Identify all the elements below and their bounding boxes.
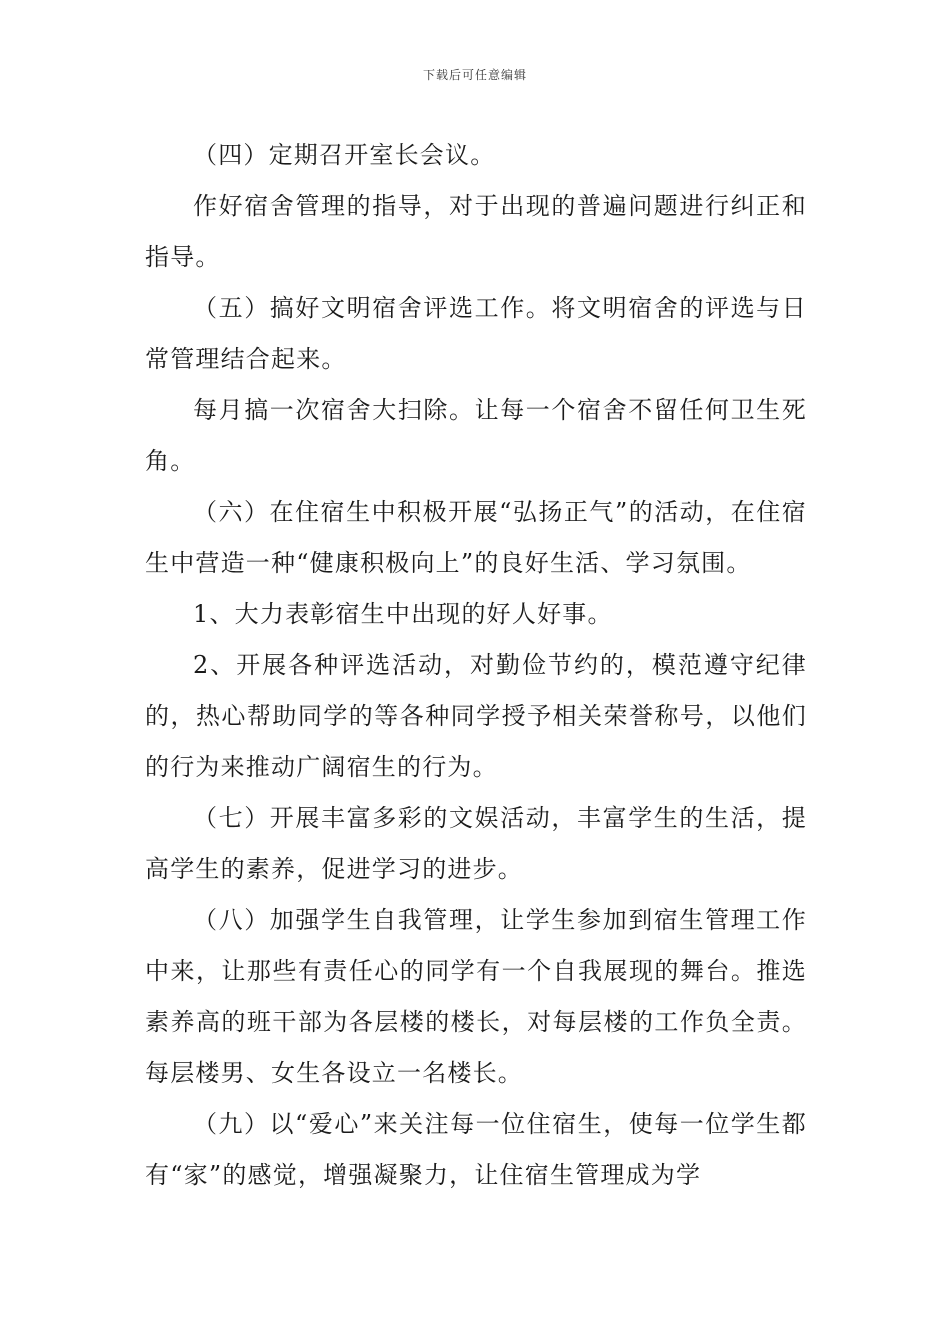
paragraph: 作好宿舍管理的指导，对于出现的普遍问题进行纠正和指导。 <box>145 192 807 271</box>
paragraph: （九）以“爱心”来关注每一位住宿生，使每一位学生都有“家”的感觉，增强凝聚力，让住宿生管理成为学 <box>145 1110 807 1189</box>
paragraph: （五）搞好文明宿舍评选工作。将文明宿舍的评选与日常管理结合起来。 <box>145 294 807 373</box>
paragraph: （四）定期召开室长会议。 <box>193 141 496 169</box>
paragraph: （八）加强学生自我管理，让学生参加到宿生管理工作中来，让那些有责任心的同学有一个自我展现的舞台。推选素养高的班干部为各层楼的楼长，对每层楼的工作负全责。每层楼男、女生各设立一名楼长。 <box>145 906 807 1087</box>
paragraph: 每月搞一次宿舍大扫除。让每一个宿舍不留任何卫生死角。 <box>145 396 807 475</box>
document-body <box>145 130 807 1201</box>
list-item: 1、大力表彰宿生中出现的好人好事。 <box>193 600 613 628</box>
list-item: 2、开展各种评选活动，对勤俭节约的，模范遵守纪律的，热心帮助同学的等各种同学授予相关荣誉称号，以他们的行为来推动广阔宿生的行为。 <box>145 651 807 781</box>
paragraph: （七）开展丰富多彩的文娱活动，丰富学生的生活，提高学生的素养，促进学习的进步。 <box>145 804 807 883</box>
paragraph: （六）在住宿生中积极开展“弘扬正气”的活动，在住宿生中营造一种“健康积极向上”的良好生活、学习氛围。 <box>145 498 807 577</box>
header-note: 下载后可任意编辑 <box>422 68 527 82</box>
